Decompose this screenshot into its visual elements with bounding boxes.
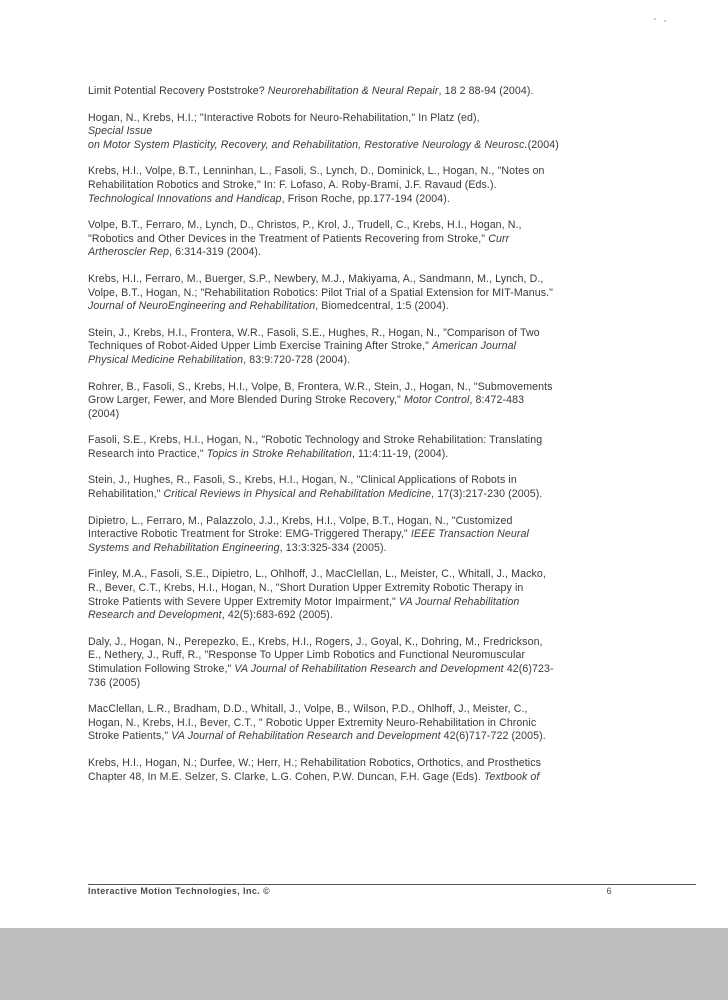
reference-text: Hogan, N., Krebs, H.I., Bever, C.T., " Robotic Upper Extremity Neuro-Rehabilitation in Chronic (88, 716, 537, 729)
reference-line (88, 193, 688, 207)
reference-text: , 42(5):683-692 (2005). (221, 609, 333, 622)
reference-text: Stroke Patients," (88, 730, 172, 743)
reference-title-text: Special Issue (88, 125, 153, 138)
reference-title-text: Physical Medicine Rehabilitation (88, 353, 244, 366)
reference-line (88, 300, 688, 314)
reference-entry (88, 165, 688, 206)
reference-line (88, 139, 688, 153)
reference-text: E., Nethery, J., Ruff, R., "Response To Upper Limb Robotics and Functional Neuromuscular (88, 649, 526, 662)
reference-line (88, 233, 688, 247)
reference-line (88, 596, 688, 610)
reference-entry (88, 568, 688, 622)
reference-line (88, 568, 688, 582)
reference-line (88, 542, 688, 556)
reference-line (88, 677, 688, 691)
reference-text: , 83:9:720-728 (2004). (243, 353, 351, 366)
reference-text: Volpe, B.T., Ferraro, M., Lynch, D., Christos, P., Krol, J., Trudell, C., Krebs, H.I., Hogan, N., (88, 219, 522, 232)
reference-line (88, 488, 688, 502)
reference-entry (88, 219, 688, 260)
reference-line (88, 125, 688, 139)
reference-line (88, 515, 688, 529)
reference-line (88, 609, 688, 623)
reference-text: , 13:3:325-334 (2005). (279, 541, 387, 554)
reference-entry (88, 434, 688, 461)
reference-line (88, 327, 688, 341)
page-footer (88, 884, 696, 896)
reference-line (88, 636, 688, 650)
reference-text: Techniques of Robot-Aided Upper Limb Exercise Training After Stroke," (88, 340, 433, 353)
reference-text: (2004) (88, 407, 120, 420)
reference-list (88, 85, 688, 797)
reference-title-text: Critical Reviews in Physical and Rehabilitation Medicine (163, 488, 432, 501)
reference-text: Dipietro, L., Ferraro, M., Palazzolo, J.J., Krebs, H.I., Volpe, B.T., Hogan, N., "Customized (88, 514, 513, 527)
reference-text: Chapter 48, In M.E. Selzer, S. Clarke, L.G. Cohen, P.W. Duncan, F.H. Gage (Eds). (88, 770, 484, 783)
reference-entry (88, 703, 688, 744)
reference-line (88, 246, 688, 260)
reference-title-text: Technological Innovations and Handicap (88, 192, 282, 205)
reference-line (88, 381, 688, 395)
reference-line (88, 219, 688, 233)
reference-text: Finley, M.A., Fasoli, S.E., Dipietro, L., Ohlhoff, J., MacClellan, L., Meister, C., Whitall, J., Macko, (88, 568, 546, 581)
reference-text: Krebs, H.I., Hogan, N.; Durfee, W.; Herr, H.; Rehabilitation Robotics, Orthotics, and Prosthetics (88, 756, 542, 769)
reference-title-text: Research and Development (88, 609, 222, 622)
reference-title-text: Artheroscler Rep (88, 246, 170, 259)
reference-line (88, 663, 688, 677)
reference-text: , 8:472-483 (469, 394, 525, 407)
reference-text: , 17(3):217-230 (2005). (431, 488, 543, 501)
reference-line (88, 394, 688, 408)
reference-text: Daly, J., Hogan, N., Perepezko, E., Krebs, H.I., Rogers, J., Goyal, K., Dohring, M., Fredrickson, (88, 635, 543, 648)
reference-line (88, 649, 688, 663)
reference-text: , 6:314-319 (2004). (169, 246, 262, 259)
reference-line (88, 448, 688, 462)
reference-entry (88, 757, 688, 784)
reference-entry (88, 273, 688, 314)
reference-text: 42(6)717-722 (2005). (440, 730, 546, 743)
reference-line (88, 408, 688, 422)
page-number: 6 (606, 886, 612, 896)
reference-text: 736 (2005) (88, 676, 141, 689)
reference-title-text: American Journal (432, 340, 517, 353)
reference-text: Krebs, H.I., Volpe, B.T., Lenninhan, L., Fasoli, S., Lynch, D., Dominick, L., Hogan, N., "Notes on (88, 165, 545, 178)
reference-text: Stein, J., Krebs, H.I., Frontera, W.R., Fasoli, S.E., Hughes, R., Hogan, N., "Comparison of Two (88, 326, 540, 339)
reference-text: R., Bever, C.T., Krebs, H.I., Hogan, N., "Short Duration Upper Extremity Robotic Therapy in (88, 582, 524, 595)
scan-margin (0, 928, 728, 1000)
reference-line (88, 434, 688, 448)
reference-title-text: Curr (488, 232, 510, 245)
reference-line (88, 287, 688, 301)
reference-line (88, 85, 688, 99)
reference-line (88, 165, 688, 179)
reference-title-text: on Motor System Plasticity, Recovery, and Rehabilitation, Restorative Neurology & Neurosc. (88, 138, 528, 151)
reference-text: Krebs, H.I., Ferraro, M., Buerger, S.P., Newbery, M.J., Makiyama, A., Sandmann, M., Lynch, D., (88, 272, 544, 285)
reference-text: , Biomedcentral, 1:5 (2004). (315, 300, 449, 313)
reference-entry (88, 85, 688, 99)
reference-line (88, 582, 688, 596)
reference-title-text: Systems and Rehabilitation Engineering (88, 541, 280, 554)
reference-title-text: Neurorehabilitation & Neural Repair (267, 85, 439, 97)
reference-line (88, 528, 688, 542)
reference-text: Stimulation Following Stroke," (88, 663, 235, 675)
reference-text: Rehabilitation," (88, 488, 164, 501)
reference-line (88, 273, 688, 287)
reference-line (88, 354, 688, 368)
reference-title-text: IEEE Transaction Neural (410, 528, 529, 541)
reference-entry (88, 474, 688, 501)
reference-text: Grow Larger, Fewer, and More Blended During Stroke Recovery," (88, 394, 404, 407)
reference-text: , 11:4:11-19, (2004). (351, 447, 449, 460)
reference-title-text: VA Journal Rehabilitation (398, 595, 520, 608)
reference-text: 42(6)723- (503, 663, 554, 675)
reference-line (88, 757, 688, 771)
reference-line (88, 340, 688, 354)
reference-entry (88, 327, 688, 368)
reference-line (88, 717, 688, 731)
reference-title-text: Textbook of (483, 770, 540, 783)
reference-text: Interactive Robotic Treatment for Stroke: EMG-Triggered Therapy," (88, 528, 411, 541)
scan-specks (654, 18, 668, 22)
reference-text: Stein, J., Hughes, R., Fasoli, S., Krebs, H.I., Hogan, N., "Clinical Applications of Robots in (88, 474, 517, 487)
reference-entry (88, 515, 688, 556)
reference-line (88, 112, 688, 126)
reference-line (88, 730, 688, 744)
reference-text: Rohrer, B., Fasoli, S., Krebs, H.I., Volpe, B, Frontera, W.R., Stein, J., Hogan, N., "Submovements (88, 380, 553, 393)
reference-text: (2004) (527, 138, 559, 151)
reference-text: Hogan, N., Krebs, H.I.; "Interactive Robots for Neuro-Rehabilitation," In Platz (ed), (88, 111, 480, 124)
reference-title-text: Topics in Stroke Rehabilitation (206, 447, 352, 460)
reference-line (88, 771, 688, 785)
reference-title-text: Motor Control (403, 394, 470, 407)
footer-company: Interactive Motion Technologies, Inc. © (88, 886, 271, 896)
reference-text: Research into Practice," (88, 447, 207, 460)
reference-line (88, 703, 688, 717)
reference-entry (88, 112, 688, 153)
reference-line (88, 474, 688, 488)
reference-title-text: VA Journal of Rehabilitation Research and Development (171, 730, 441, 743)
reference-text: MacClellan, L.R., Bradham, D.D., Whitall, J., Volpe, B., Wilson, P.D., Ohlhoff, J., Meister, C., (88, 703, 528, 716)
reference-text: Rehabilitation Robotics and Stroke," In: F. Lofaso, A. Roby-Brami, J.F. Ravaud (Eds.). (88, 178, 497, 191)
reference-text: Stroke Patients with Severe Upper Extremity Motor Impairment," (88, 595, 399, 608)
reference-text: "Robotics and Other Devices in the Treatment of Patients Recovering from Stroke," (88, 232, 489, 245)
reference-line (88, 179, 688, 193)
reference-entry (88, 381, 688, 422)
reference-text: , 18 2 88-94 (2004). (438, 85, 534, 97)
reference-title-text: VA Journal of Rehabilitation Research and Development (234, 663, 504, 675)
reference-title-text: Journal of NeuroEngineering and Rehabilitation (88, 300, 316, 313)
reference-text: Volpe, B.T., Hogan, N.; "Rehabilitation Robotics: Pilot Trial of a Spatial Extension for MIT-Manus." (88, 286, 554, 299)
reference-entry (88, 636, 688, 690)
reference-text: Limit Potential Recovery Poststroke? (88, 85, 268, 97)
reference-text: , Frison Roche, pp.177-194 (2004). (281, 192, 450, 205)
reference-text: Fasoli, S.E., Krebs, H.I., Hogan, N., "Robotic Technology and Stroke Rehabilitation: Translating (88, 434, 543, 447)
